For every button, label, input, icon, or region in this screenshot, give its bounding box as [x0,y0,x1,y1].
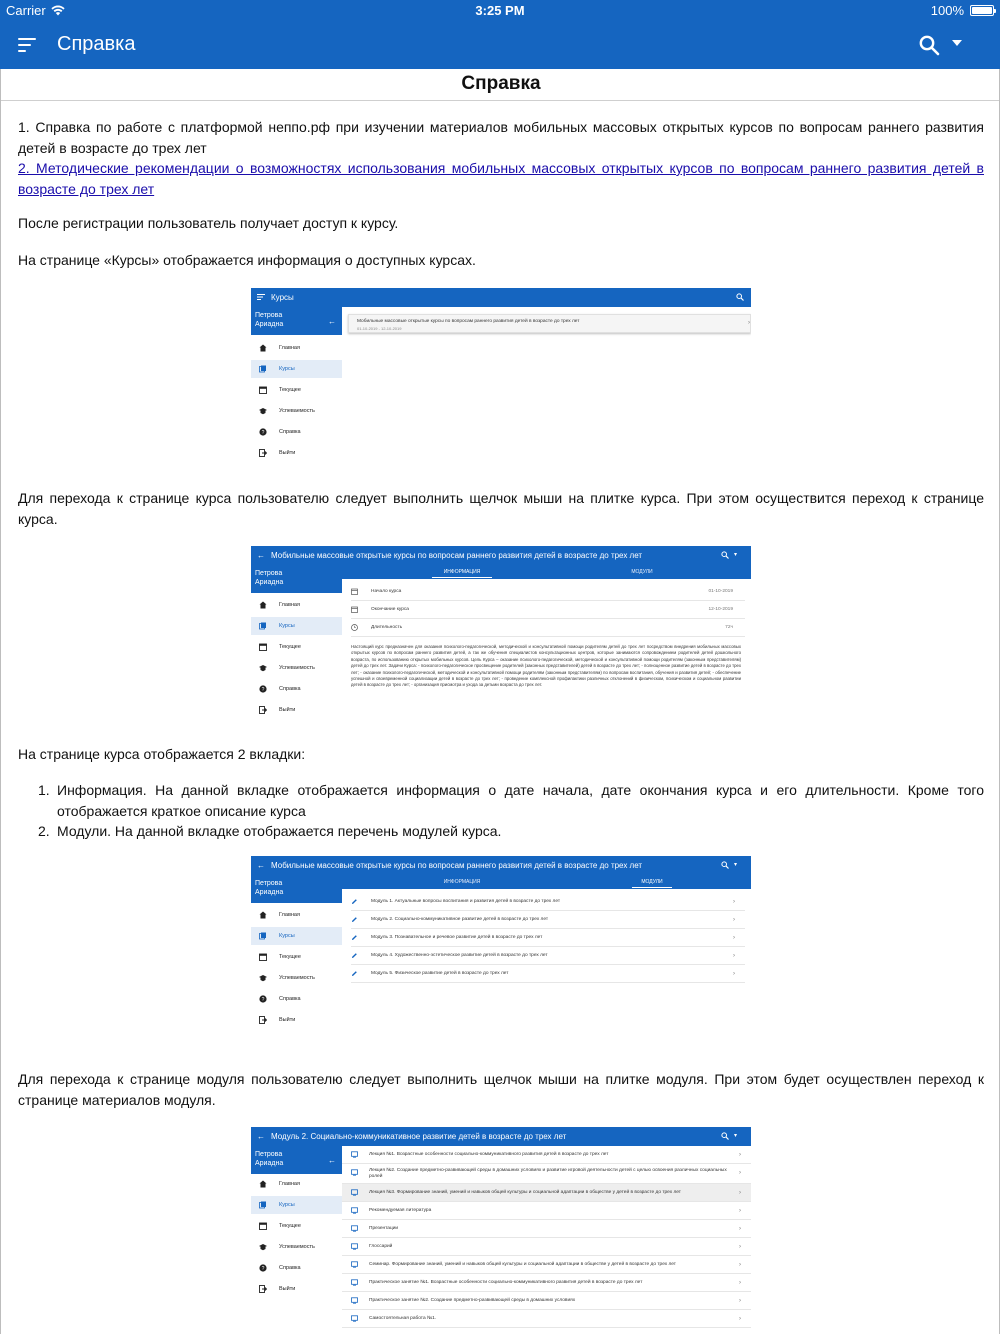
material-title: Глоссарий [369,1244,393,1249]
clock-icon [351,624,358,631]
list-text: Модули. На данной вкладке отображается перечень модулей курса. [57,823,502,839]
material-row [342,1292,751,1310]
material-title: Рекомендуемая литература [369,1208,432,1213]
help-item-2-container [18,158,984,200]
module-title: Модуль 3. Познавательное и речевое развитие детей в возрасте до трех лет [371,935,543,940]
material-title: Лекция №1. Возрастные особенности социально-коммуникативного развития детей в возрасте до трех лет [369,1152,609,1157]
shot3-tab-info: ИНФОРМАЦИЯ [443,879,481,885]
logout-icon [259,1016,267,1024]
school-icon [259,664,267,672]
shot2-row-label: Длительность [371,625,403,630]
material-title: Семинар. Формирование знаний, умений и навыков общей культуры и социальной адаптации в обществе у детей в возрасте до трех лет [369,1262,676,1267]
chevron-right-icon: › [733,953,735,959]
nav-item-label: Главная [279,1181,300,1187]
calendar-icon [351,606,358,613]
material-row [342,1256,751,1274]
nav-item-label: Успеваемость [279,665,315,671]
svg-text:?: ? [261,997,265,1003]
material-title: Практическое занятие №1. Возрастные особенности социально-коммуникативного развития детей в возрасте до трех лет [369,1280,643,1285]
school-icon [259,974,267,982]
nav-item-label: Выйти [279,707,296,713]
nav-item [251,638,342,656]
shot2-row-value: 12-10-2019 [708,607,733,612]
logout-icon [259,706,267,714]
screenshot-courses [251,288,751,466]
shot1-card-dates: 01-10-2019 - 12-10-2019 [357,326,402,331]
shot3-dropdown-icon: ▾ [734,862,738,868]
chevron-right-icon: › [739,1208,741,1214]
module-row [351,911,745,929]
shot3-user-header [251,875,342,903]
nav-item [251,680,342,698]
shot2-row-label: Начало курса [371,589,402,594]
chevron-right-icon: › [739,1226,741,1232]
shot1-back-arrow-icon: ← [328,317,336,326]
shot2-tabs [342,565,751,579]
nav-item [251,1280,342,1298]
calendar-icon [259,643,267,651]
nav-item [251,659,342,677]
home-icon [259,911,267,919]
shot1-search-icon [736,293,744,301]
shot2-tab-modules: МОДУЛИ [631,569,653,575]
dropdown-arrow-icon[interactable] [952,40,962,46]
nav-item [251,339,342,357]
nav-item [251,906,342,924]
lesson-icon [351,1225,358,1232]
nav-item [251,1011,342,1029]
chevron-right-icon: › [739,1190,741,1196]
shot4-search-icon [721,1132,729,1140]
shot4-dropdown-icon: ▾ [734,1133,738,1139]
chevron-right-icon: › [733,917,735,923]
chevron-right-icon: › [739,1244,741,1250]
courses-icon [259,932,267,940]
nav-item-label: Выйти [279,1286,296,1292]
list-text: Информация. На данной вкладке отображается информация о дате начала, дате окончания курса и его длительности. Кроме того отображается краткое описание курса [57,782,984,819]
lesson-icon [351,1243,358,1250]
shot3-back-arrow-icon: ← [257,861,265,870]
chevron-right-icon: › [739,1298,741,1304]
shot4-back-arrow-icon: ← [257,1132,265,1141]
material-row [342,1146,751,1164]
chevron-right-icon: › [739,1262,741,1268]
nav-item [251,927,342,945]
lesson-icon [351,1207,358,1214]
shot3-tabs [342,875,751,889]
nav-item-label: Текущее [279,1223,301,1229]
nav-item [251,1238,342,1256]
logout-icon [259,1285,267,1293]
shot2-back-arrow-icon: ← [257,551,265,560]
app-bar [0,22,1000,69]
school-icon [259,407,267,415]
lesson-icon [351,1169,358,1176]
courses-icon [259,622,267,630]
shot2-row-value: 72ч [725,625,733,630]
nav-item [251,1217,342,1235]
shot2-row-start [351,583,745,601]
paragraph-tabs: На странице курса отображается 2 вкладки: [18,746,306,762]
tabs-list-item [38,780,984,822]
nav-item-label: Курсы [279,1202,295,1208]
list-number: 2. [38,823,50,839]
paragraph-courses: На странице «Курсы» отображается информация о доступных курсах. [18,252,476,268]
nav-item-label: Курсы [279,933,295,939]
module-title: Модуль 5. Физическое развитие детей в возрасте до трех лет [371,971,509,976]
edit-icon [351,898,358,905]
nav-item [251,969,342,987]
shot4-title: Модуль 2. Социально-коммуникативное развитие детей в возрасте до трех лет [271,1132,567,1141]
help-icon [259,995,267,1003]
shot1-menu-icon [257,293,265,301]
chevron-right-icon: › [739,1152,741,1158]
nav-item-label: Успеваемость [279,975,315,981]
page-heading: Справка [461,73,541,94]
battery-icon [970,5,994,16]
shot2-row-value: 01-10-2019 [708,589,733,594]
shot3-app-bar [251,856,751,875]
heading-divider [1,100,1000,101]
shot3-search-icon [721,861,729,869]
shot2-course-description: Настоящий курс предназначен для оказания психолого-педагогической, методической и консультативной помощи родителям детей до трех лет посредством внедрения мобильных массовых открытых курсов по вопросам раннего развития детей, а так же обучения специалистов консультационных центров, которые занимаются сопровождением родителей детей дошкольного возраста, по использованию открытых мобильных курсов. Цель Курса – оказание психолого-педагогической, методической и консультативной помощи родителям (законным представителям) детей до трех лет. Задачи Курса: - психолого-педагогическое просвещение родителей (законных представителей) детей в возрасте до трех лет; - полноценное развитие детей в возрасте до трех лет; - оказание психолого-педагогической, методической и консультативной помощи родителям (законным представителям) по вопросам воспитания, обучения и развития детей; - обеспечение успешной и своевременной социализации детей в возрасте до трех лет; - проведение комплексной профилактики различных отклонений в физическом, психическом и социальном развитии детей в возрасте до трех лет; - организация присмотра и ухода за детьми возраста до трех лет. [351,644,741,688]
edit-icon [351,916,358,923]
edit-icon [351,952,358,959]
nav-item [251,381,342,399]
material-title: Лекция №2. Создание предметно-развивающей среды в домашних условиях и развитие игровой деятельности детей с целью освоения различных социальных ролей [369,1168,727,1179]
nav-item [251,990,342,1008]
nav-item-label: Курсы [279,366,295,372]
material-row [342,1164,751,1184]
home-icon [259,344,267,352]
status-time: 3:25 PM [475,3,525,18]
shot2-user-name: Петрова Ариадна [255,570,284,586]
shot4-user-header [251,1146,342,1174]
chevron-right-icon: › [733,971,735,977]
shot4-user-name: Петрова Ариадна [255,1151,284,1167]
paragraph-go-module: Для перехода к странице модуля пользователю следует выполнить щелчок мыши на плитке модуля. При этом будет осуществлен переход к странице материалов модуля. [18,1071,984,1108]
module-title: Модуль 4. Художественно-эстетическое развитие детей в возрасте до трех лет [371,953,548,958]
svg-text:?: ? [261,687,265,693]
shot1-card-title: Мобильные массовые открытые курсы по вопросам раннего развития детей в возрасте до трех лет [357,319,580,324]
lesson-icon [351,1189,358,1196]
material-title: Практическое занятие №2. Создание предметно-развивающей среды в домашних условиях [369,1298,576,1303]
chevron-right-icon: › [733,899,735,905]
edit-icon [351,970,358,977]
screenshot-course-info [251,546,751,726]
app-bar-title: Справка [57,33,136,55]
home-icon [259,601,267,609]
nav-item [251,1259,342,1277]
svg-text:?: ? [261,430,265,436]
nav-item-label: Успеваемость [279,1244,315,1250]
shot2-search-icon [721,551,729,559]
shot1-app-bar [251,288,751,307]
material-title: Презентации [369,1226,399,1231]
home-icon [259,1180,267,1188]
module-row [351,893,745,911]
tabs-list-item [38,821,984,842]
nav-item-label: Справка [279,996,301,1002]
school-icon [259,1243,267,1251]
shot3-user-name: Петрова Ариадна [255,880,284,896]
chevron-right-icon: › [739,1316,741,1322]
paragraph-registration: После регистрации пользователь получает доступ к курсу. [18,215,399,231]
shot1-user-name: Петрова Ариадна [255,312,284,328]
lesson-icon [351,1297,358,1304]
nav-item [251,423,342,441]
nav-item [251,402,342,420]
shot2-user-header [251,565,342,593]
lesson-icon [351,1315,358,1322]
list-number: 1. [38,782,50,798]
carrier-label: Carrier [6,3,46,18]
material-row [342,1238,751,1256]
shot4-app-bar [251,1127,751,1146]
nav-item [251,1175,342,1193]
calendar-icon [351,588,358,595]
help-content [0,69,1000,1334]
material-row [342,1202,751,1220]
search-icon[interactable] [918,34,940,56]
nav-item-label: Курсы [279,623,295,629]
methodology-link[interactable]: 2. Методические рекомендации о возможностях использования мобильных массовых открытых курсов по вопросам раннего развития детей в возрасте до трех лет [18,160,984,197]
shot2-row-duration [351,619,745,637]
shot2-tab-info: ИНФОРМАЦИЯ [432,565,492,578]
shot2-row-label: Окончание курса [371,607,409,612]
nav-item-label: Главная [279,912,300,918]
shot2-title: Мобильные массовые открытые курсы по вопросам раннего развития детей в возрасте до трех лет [271,551,643,560]
menu-icon[interactable] [18,36,38,54]
shot1-user-header [251,307,342,335]
shot1-course-card [348,314,751,333]
nav-item-label: Справка [279,1265,301,1271]
edit-icon [351,934,358,941]
module-title: Модуль 2. Социально-коммуникативное развитие детей в возрасте до трех лет [371,917,549,922]
shot4-back-arrow-icon: ← [328,1156,336,1165]
module-row [351,929,745,947]
nav-item-label: Выйти [279,450,296,456]
nav-item [251,596,342,614]
nav-item [251,701,342,719]
shot1-title: Курсы [271,293,294,302]
logout-icon [259,449,267,457]
shot3-title: Мобильные массовые открытые курсы по вопросам раннего развития детей в возрасте до трех лет [271,861,643,870]
nav-item-label: Главная [279,345,300,351]
nav-item-label: Выйти [279,1017,296,1023]
lesson-icon [351,1279,358,1286]
battery-percent: 100% [930,3,964,18]
material-title: Самостоятельная работа №1. [369,1316,437,1321]
battery-info [931,3,994,18]
calendar-icon [259,1222,267,1230]
chevron-right-icon: › [739,1170,741,1176]
nav-item [251,948,342,966]
svg-text:?: ? [261,1266,265,1272]
module-title: Модуль 1. Актуальные вопросы воспитания и развития детей в возрасте до трех лет [371,899,561,904]
nav-item [251,617,342,635]
material-row [342,1220,751,1238]
help-icon [259,1264,267,1272]
status-bar [0,0,1000,22]
help-icon [259,428,267,436]
courses-icon [259,365,267,373]
chevron-right-icon: › [739,1280,741,1286]
nav-item [251,1196,342,1214]
lesson-icon [351,1151,358,1158]
calendar-icon [259,386,267,394]
module-row [351,947,745,965]
chevron-right-icon: › [733,935,735,941]
material-row [342,1184,751,1202]
courses-icon [259,1201,267,1209]
nav-item-label: Текущее [279,387,301,393]
shot3-tab-modules: МОДУЛИ [632,875,672,888]
shot2-app-bar [251,546,751,565]
material-title: Лекция №3. Формирование знаний, умений и навыков общей культуры и социальной адаптации в обществе у детей в возрасте до трех лет [369,1190,681,1195]
nav-item [251,444,342,462]
calendar-icon [259,953,267,961]
help-item-1: 1. Справка по работе с платформой неппо.рф при изучении материалов мобильных массовых открытых курсов по вопросам раннего развития детей в возрасте до трех лет [18,119,984,156]
shot2-dropdown-icon: ▾ [734,552,738,558]
shot1-card-chevron-icon: › [748,320,750,326]
material-row [342,1310,751,1328]
module-row [351,965,745,983]
nav-item-label: Справка [279,429,301,435]
lesson-icon [351,1261,358,1268]
nav-item-label: Главная [279,602,300,608]
material-row [342,1274,751,1292]
screenshot-module-materials [251,1127,751,1334]
shot2-row-end [351,601,745,619]
nav-item-label: Текущее [279,644,301,650]
nav-item-label: Успеваемость [279,408,315,414]
help-icon [259,685,267,693]
nav-item-label: Текущее [279,954,301,960]
screenshot-course-modules [251,856,751,1034]
nav-item-label: Справка [279,686,301,692]
nav-item [251,360,342,378]
paragraph-go-course: Для перехода к странице курса пользователю следует выполнить щелчок мыши на плитке курса. При этом осуществится переход к странице курса. [18,490,984,527]
